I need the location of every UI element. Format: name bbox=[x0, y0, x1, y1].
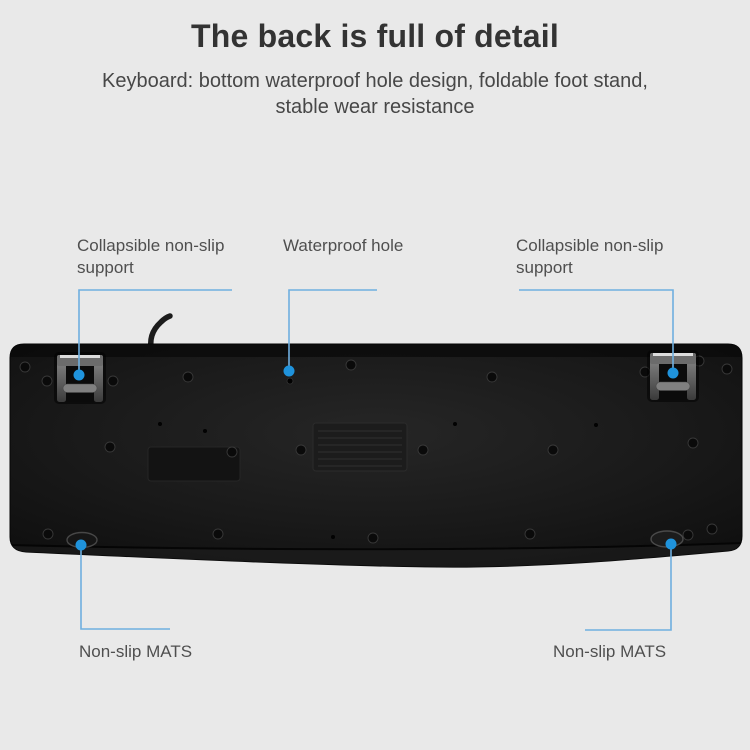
subtitle-line-1: Keyboard: bottom waterproof hole design, foldable foot stand, bbox=[102, 70, 648, 92]
waterproof-hole bbox=[287, 378, 293, 384]
dot-marker-waterproof bbox=[284, 366, 295, 377]
dot-marker-left-support bbox=[74, 370, 85, 381]
label-waterproof-hole: Waterproof hole bbox=[283, 236, 404, 255]
top-edge-shade bbox=[10, 344, 742, 357]
label-non-slip-mats-right: Non-slip MATS bbox=[553, 642, 667, 661]
callout-line-left-mat bbox=[81, 549, 170, 629]
subtitle-line-2: stable wear resistance bbox=[275, 96, 475, 118]
page-title: The back is full of detail bbox=[191, 18, 559, 54]
label-collapsible-support-left: Collapsible non-slip support bbox=[77, 236, 225, 277]
subtitle bbox=[0, 68, 750, 120]
dot-marker-left-mat bbox=[76, 540, 87, 551]
dot-marker-right-mat bbox=[666, 539, 677, 550]
label-sticker bbox=[313, 423, 407, 471]
dot-marker-right-support bbox=[668, 368, 679, 379]
recessed-panel bbox=[148, 447, 240, 481]
label-non-slip-mats-left: Non-slip MATS bbox=[79, 642, 193, 661]
label-collapsible-support-right: Collapsible non-slip support bbox=[516, 236, 664, 277]
